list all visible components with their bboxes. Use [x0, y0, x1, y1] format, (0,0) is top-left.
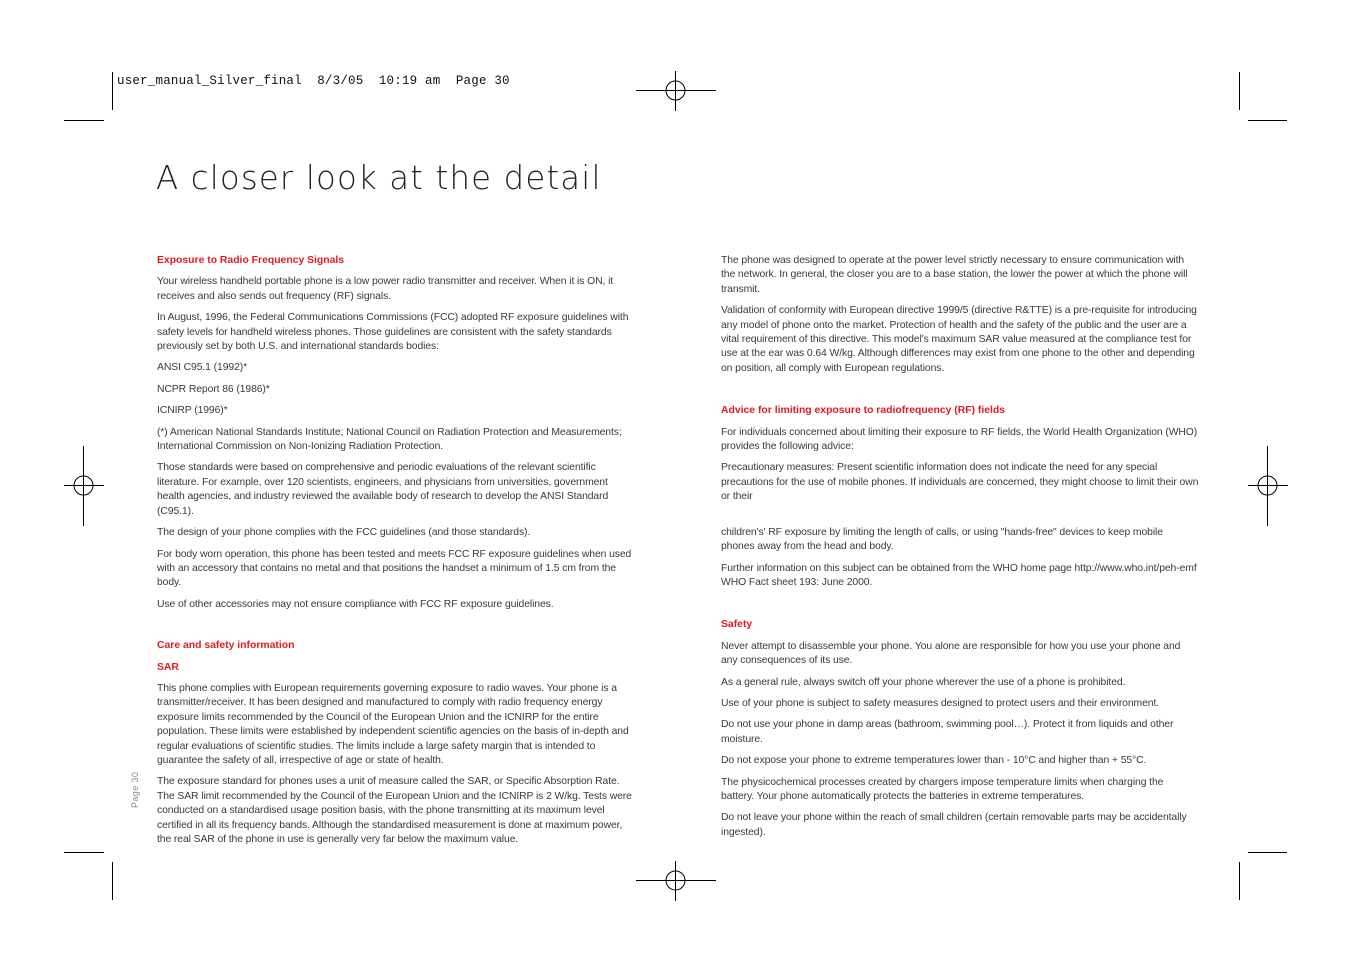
section-heading-advice: Advice for limiting exposure to radiofrequency (RF) fields: [721, 405, 1006, 417]
paragraph: Further information on this subject can be obtained from the WHO home page http://www.who.int/peh-emf WHO Fact sheet 193: June 2000.: [721, 562, 1197, 588]
paragraph: ANSI C95.1 (1992)*: [157, 362, 248, 374]
page-title: A closer look at the detail: [156, 158, 602, 197]
paragraph: Validation of conformity with European directive 1999/5 (directive R&TTE) is a pre-requisite for introducing any model of phone onto the market. Protection of health and the safety of the public and the user are a vital requirement of this directive. This model's maximum SAR value measured at the compliance test for use at the ear was 0.64 W/kg. Although differences may exist from one phone to the other and depending on position, all comply with European regulations.: [721, 305, 1197, 374]
crop-mark: [112, 862, 113, 900]
crop-mark: [1248, 120, 1287, 121]
right-column: [721, 254, 1199, 847]
paragraph: Do not leave your phone within the reach of small children (certain removable parts may be accidentally ingested).: [721, 812, 1187, 838]
paragraph: The physicochemical processes created by chargers impose temperature limits when charging the battery. Your phone automatically protects the batteries in extreme temperatures.: [721, 776, 1164, 802]
registration-mark-top: [636, 71, 716, 111]
section-heading-safety: Safety: [721, 619, 753, 631]
registration-mark-right: [1248, 446, 1288, 526]
crop-mark: [1239, 72, 1240, 110]
paragraph: (*) American National Standards Institute; National Council on Radiation Protection and Measurements; International Commission on Non-Ionizing Radiation Protection.: [157, 426, 622, 453]
paragraph: This phone complies with European requirements governing exposure to radio waves. Your phone is a transmitter/receiver. It has been designed and manufactured to comply with radio frequency energy exposure limits recommended by the Council of the European Union and the ICNIRP for the entire population. These limits were established by independent scientific agencies on the basis of in-depth and regular evaluations of scientific studies. The limits include a large safety margin that is intended to guarantee the safety of all, irrespective of age or state of health.: [157, 682, 629, 766]
section-heading-rf: Exposure to Radio Frequency Signals: [157, 255, 345, 266]
paragraph: The design of your phone complies with the FCC guidelines (and those standards).: [157, 527, 531, 539]
registration-mark-left: [64, 446, 104, 526]
paragraph: For body worn operation, this phone has been tested and meets FCC RF exposure guidelines when used with an accessory that contains no metal and that positions the handset a minimum of 1.5 cm from the body.: [157, 548, 632, 589]
paragraph: Use of other accessories may not ensure compliance with FCC RF exposure guidelines.: [157, 598, 554, 610]
paragraph: Do not use your phone in damp areas (bathroom, swimming pool…). Protect it from liquids and other moisture.: [721, 719, 1174, 745]
paragraph: For individuals concerned about limiting their exposure to RF fields, the World Health Organization (WHO) provides the following advice:: [721, 426, 1198, 453]
paragraph: Never attempt to disassemble your phone. You alone are responsible for how you use your phone and any consequences of its use.: [721, 640, 1181, 667]
paragraph: As a general rule, always switch off your phone wherever the use of a phone is prohibited.: [721, 676, 1126, 688]
paragraph: The phone was designed to operate at the power level strictly necessary to ensure communication with the network. In general, the closer you are to a base station, the lower the power at which the phone will transmit.: [721, 255, 1188, 295]
section-heading-care: Care and safety information: [157, 640, 295, 652]
print-slug: user_manual_Silver_final 8/3/05 10:19 am Page 30: [117, 74, 510, 88]
paragraph: Use of your phone is subject to safety measures designed to protect users and their environment.: [721, 697, 1160, 709]
paragraph: children's' RF exposure by limiting the length of calls, or using "hands-free" devices to keep mobile phones away from the head and body.: [721, 526, 1163, 553]
crop-mark: [112, 72, 113, 110]
left-column: [157, 254, 633, 854]
paragraph: Your wireless handheld portable phone is a low power radio transmitter and receiver. When it is ON, it receives and also sends out frequency (RF) signals.: [157, 276, 614, 302]
registration-mark-bottom: [636, 861, 716, 901]
paragraph: Do not expose your phone to extreme temperatures lower than - 10°C and higher than + 55°C.: [721, 755, 1147, 767]
paragraph: The exposure standard for phones uses a unit of measure called the SAR, or Specific Absorption Rate. The SAR limit recommended by the Council of the European Union and the ICNIRP is 2 W/kg. Tests were conducted on a standardised usage position basis, with the phone transmitting at its maximum level certified in all its frequency bands. Although the standardised measurement is done at maximum power, the real SAR of the phone in use is generally very far below the maximum value.: [157, 776, 632, 845]
page-number: Page 30: [130, 771, 140, 808]
section-heading-sar: SAR: [157, 661, 179, 673]
crop-mark: [64, 120, 104, 121]
crop-mark: [1239, 862, 1240, 900]
paragraph: Precautionary measures: Present scientific information does not indicate the need for any special precautions for the use of mobile phones. If individuals are concerned, they might choose to limit their own or their: [721, 462, 1199, 503]
crop-mark: [1248, 852, 1287, 853]
paragraph: Those standards were based on comprehensive and periodic evaluations of the relevant scientific literature. For example, over 120 scientists, engineers, and physicians from universities, government health agencies, and industry reviewed the available body of research to develop the ANSI Standard (C95.1).: [157, 462, 609, 517]
paragraph: In August, 1996, the Federal Communications Commissions (FCC) adopted RF exposure guidelines with safety levels for handheld wireless phones. Those guidelines are consistent with the safety standards previously set by both U.S. and international standards bodies:: [157, 312, 629, 353]
paragraph: ICNIRP (1996)*: [157, 405, 228, 417]
crop-mark: [64, 852, 104, 853]
paragraph: NCPR Report 86 (1986)*: [157, 383, 270, 395]
